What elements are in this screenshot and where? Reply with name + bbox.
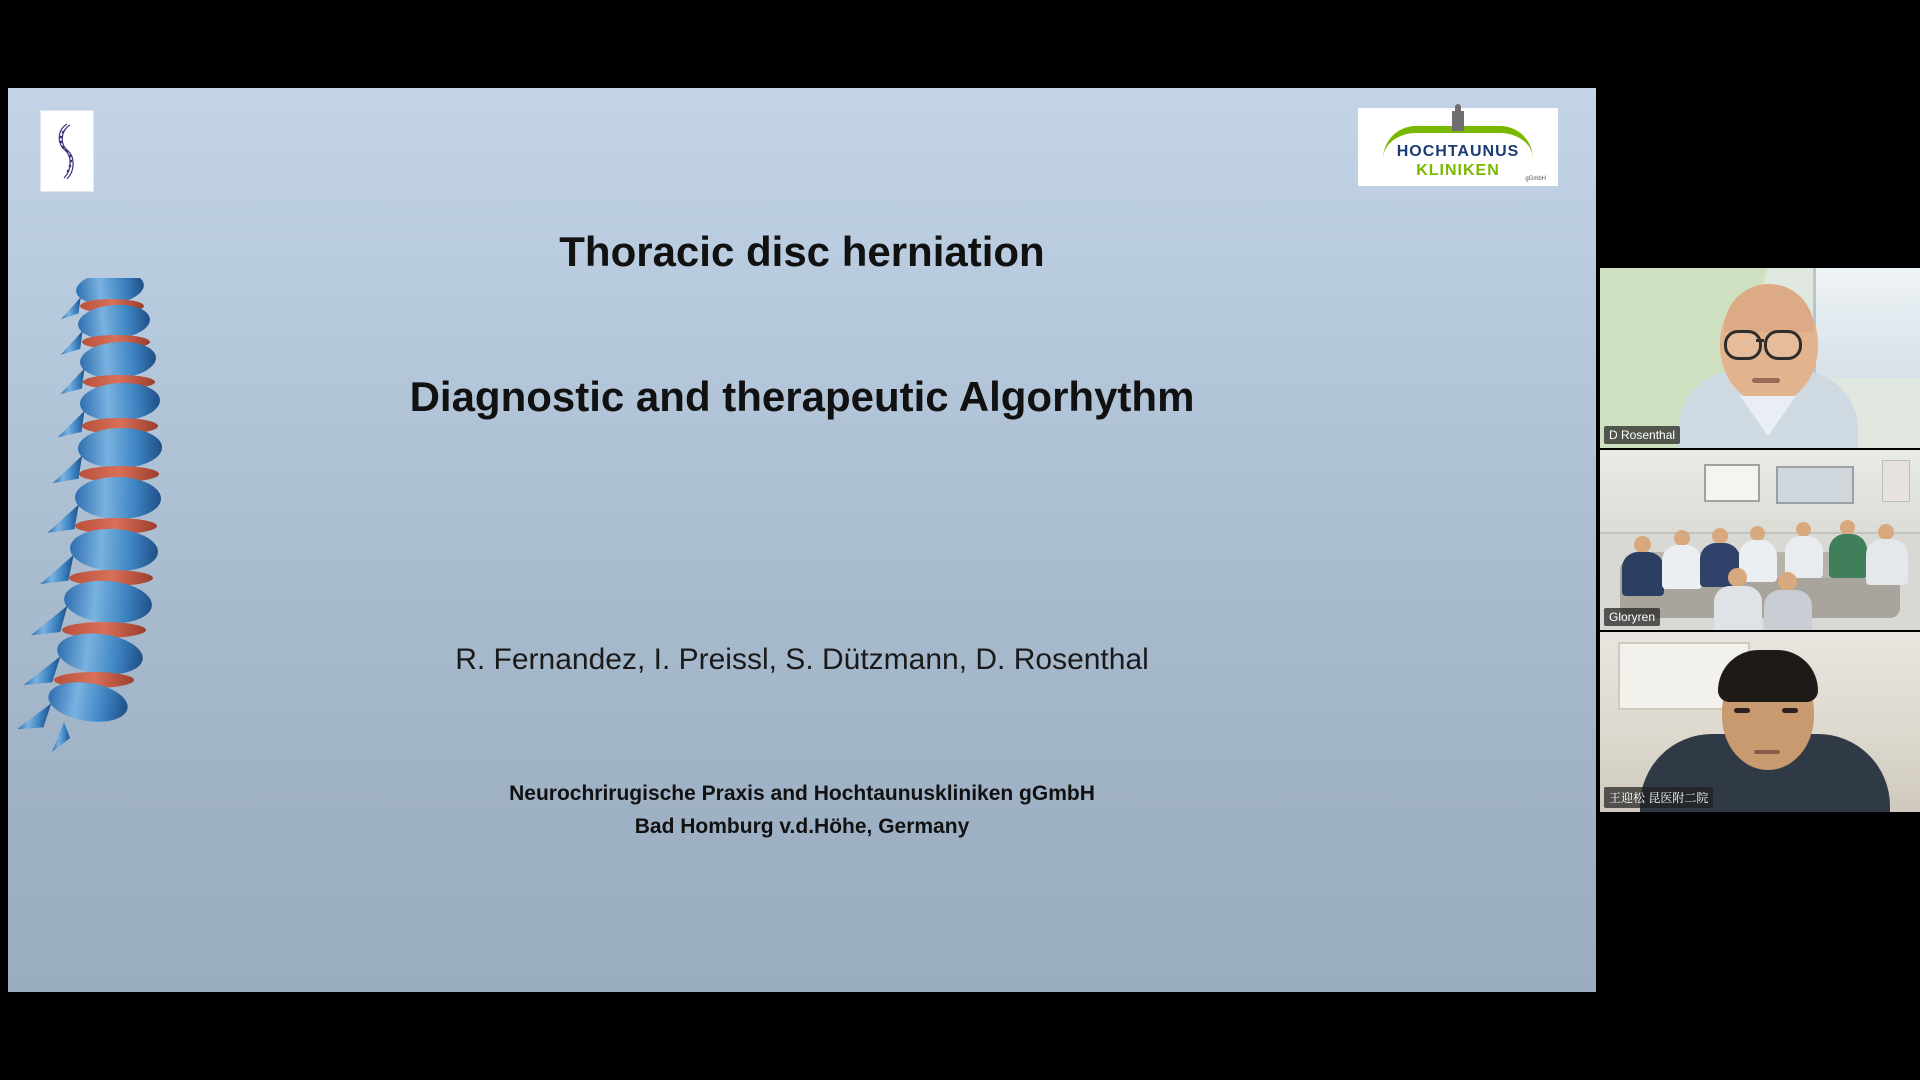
- slide-affiliation-line-2: Bad Homburg v.d.Höhe, Germany: [634, 814, 970, 838]
- participant-name-label: 王迎松 昆医附二院: [1604, 787, 1713, 808]
- attendee-head: [1712, 528, 1728, 544]
- attendee-head-foreground: [1728, 568, 1747, 587]
- tower-icon: [1452, 111, 1464, 131]
- attendee-head: [1840, 520, 1855, 535]
- slide-title-line-1: Thoracic disc herniation: [559, 228, 1045, 275]
- room-wall: [1600, 450, 1920, 534]
- presentation-screen: [1776, 466, 1854, 504]
- participant-video-strip: [1600, 268, 1920, 808]
- window-background: [1813, 268, 1920, 378]
- attendee-head: [1674, 530, 1690, 546]
- attendee-head: [1634, 536, 1651, 553]
- attendee-body-foreground: [1764, 590, 1812, 630]
- spiral-logo: [40, 110, 94, 192]
- video-tile-wang[interactable]: [1600, 632, 1920, 812]
- attendee-head-foreground: [1778, 572, 1797, 591]
- participant-eye-right: [1782, 708, 1798, 713]
- slide-authors: R. Fernandez, I. Preissl, S. Dützmann, D. Rosenthal: [455, 643, 1149, 676]
- participant-eye-left: [1734, 708, 1750, 713]
- attendee-head: [1878, 524, 1894, 540]
- participant-name-label: Gloryren: [1604, 608, 1660, 626]
- logo-brand-sub: gGmbH: [1525, 176, 1546, 182]
- logo-brand-bottom: KLINIKEN: [1416, 162, 1500, 179]
- attendee-body: [1829, 534, 1867, 578]
- glasses-bridge-icon: [1756, 339, 1764, 342]
- video-tile-gloryren[interactable]: [1600, 450, 1920, 630]
- participant-mouth: [1752, 378, 1780, 383]
- slide-title-line-2: Diagnostic and therapeutic Algorhythm: [409, 373, 1195, 420]
- slide-affiliation-line-1: Neurochrirugische Praxis and Hochtaunuskliniken gGmbH: [509, 782, 1095, 805]
- attendee-body: [1622, 552, 1664, 596]
- wall-poster: [1882, 460, 1910, 502]
- participant-name-label: D Rosenthal: [1604, 426, 1680, 444]
- spiral-logo-icon: [50, 120, 84, 182]
- slide-affiliation: [8, 778, 1596, 843]
- participant-mouth: [1754, 750, 1780, 754]
- glasses-right-lens-icon: [1764, 330, 1802, 360]
- whiteboard: [1704, 464, 1760, 502]
- attendee-head: [1796, 522, 1811, 537]
- hochtaunus-kliniken-logo: [1358, 108, 1558, 186]
- shared-screen-slide[interactable]: [8, 88, 1596, 992]
- glasses-left-lens-icon: [1724, 330, 1762, 360]
- logo-brand-top: HOCHTAUNUS: [1396, 143, 1520, 160]
- attendee-body: [1866, 539, 1908, 585]
- attendee-body-foreground: [1714, 586, 1762, 630]
- video-tile-d-rosenthal[interactable]: [1600, 268, 1920, 448]
- thoracic-spine-illustration: [18, 278, 248, 758]
- attendee-head: [1750, 526, 1765, 541]
- attendee-body: [1662, 545, 1702, 589]
